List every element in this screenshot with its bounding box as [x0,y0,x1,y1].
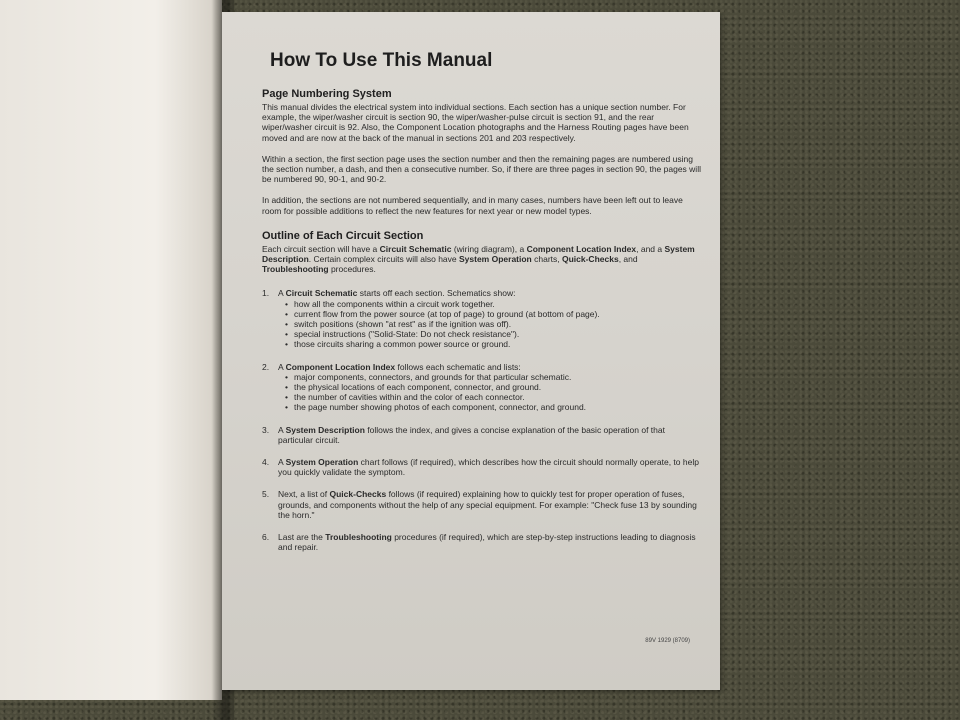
text: Next, a list of [278,489,330,500]
bold-term: System Description [285,424,365,435]
bullet-item: • switch positions (shown "at rest" as if the ignition was off). [294,319,600,329]
item-number: 6. [262,532,270,543]
bullet-list [278,372,586,413]
bullet-item: • the physical locations of each component, connector, and ground. [294,382,586,392]
left-page [0,0,222,700]
text: A [278,288,286,299]
bold-term: Component Location Index [526,243,637,254]
paragraph: This manual divides the electrical system into individual sections. Each section has a unique section number. For example, the wiper/washer circuit is section 90, the wiper/washer-pulse circuit is section 91, and the rear wiper/washer circuit is 92. Also, the Component Location photographs and the Harness Routing pages have been moved and are now at the back of the manual in sections 201 and 203 respectively. [262,102,689,143]
bold-term: Component Location Index [285,361,396,372]
text: Each circuit section will have a [262,243,380,254]
outline-list [262,288,702,552]
text: charts, [531,254,562,265]
bullet-item: • how all the components within a circuit work together. [294,299,600,309]
text: , and [618,254,638,265]
outline-intro [262,244,702,275]
text: A [278,424,286,435]
text: procedures (if required), which are step-by-step instructions leading to diagnosis and repair. [278,532,696,553]
manual-page [222,12,720,690]
bullet-item: • the number of cavities within and the color of each connector. [294,392,586,402]
item-number: 2. [262,361,270,372]
bold-term: Quick-Checks [561,254,619,265]
bold-term: System Operation [285,457,359,468]
bold-term: Quick-Checks [329,489,387,500]
paragraph: In addition, the sections are not numbered sequentially, and in many cases, numbers have been left out to leave room for possible additions to reflect the new features for next year or new model types. [262,195,683,216]
list-item [262,489,702,520]
bullet-list [278,299,600,350]
text: follows each schematic and lists: [395,361,521,372]
list-item [262,288,702,349]
text: (wiring diagram), a [451,243,527,254]
bullet-item: • special instructions ("Solid-State: Do not check resistance"). [294,329,600,339]
bold-term: Circuit Schematic [379,243,452,254]
bold-term: System Operation [459,254,532,265]
bullet-item: • those circuits sharing a common power source or ground. [294,339,600,349]
bullet-item: • current flow from the power source (at top of page) to ground (at bottom of page). [294,309,600,319]
bullet-item: • major components, connectors, and grounds for that particular schematic. [294,372,586,382]
page-content [262,50,702,565]
text: Last are the [278,532,326,543]
text: , and a [636,243,665,254]
list-item [262,362,702,413]
text: A [278,361,286,372]
list-item [262,532,702,552]
list-item [262,457,702,477]
page-title: How To Use This Manual [270,50,493,71]
text: starts off each section. Schematics show: [357,288,516,299]
bold-term: Troubleshooting [325,532,392,543]
section-heading-page-numbering: Page Numbering System [262,88,392,100]
item-number: 3. [262,424,270,435]
paragraph: Within a section, the first section page uses the section number and then the remaining pages are numbered using the section number, a dash, and then a consecutive number. So, if there are three pages in section 90, the pages will be numbered 90, 90-1, and 90-2. [262,153,701,185]
section-heading-outline: Outline of Each Circuit Section [262,229,424,242]
item-number: 5. [262,489,270,500]
footer-code: 89V 1929 (8709) [645,638,690,644]
bold-term: Circuit Schematic [285,288,358,299]
bullet-item: • the page number showing photos of each component, connector, and ground. [294,402,586,412]
list-item [262,425,702,445]
text: A [278,457,286,468]
text: chart follows (if required), which describes how the circuit should normally operate, to help you quickly validate the symptom. [278,457,699,478]
item-number: 4. [262,457,270,468]
text: . Certain complex circuits will also have [308,254,459,265]
text: follows the index, and gives a concise explanation of the basic operation of that particular circuit. [278,424,665,445]
item-number: 1. [262,288,270,299]
text: follows (if required) explaining how to quickly test for proper operation of fuses, grounds, and components without the help of any special equipment. For example: "Check fuse 13 by sounding the horn." [278,489,697,520]
bold-term: System Description [262,243,695,265]
text: procedures. [328,264,376,275]
bold-term: Troubleshooting [262,264,329,275]
